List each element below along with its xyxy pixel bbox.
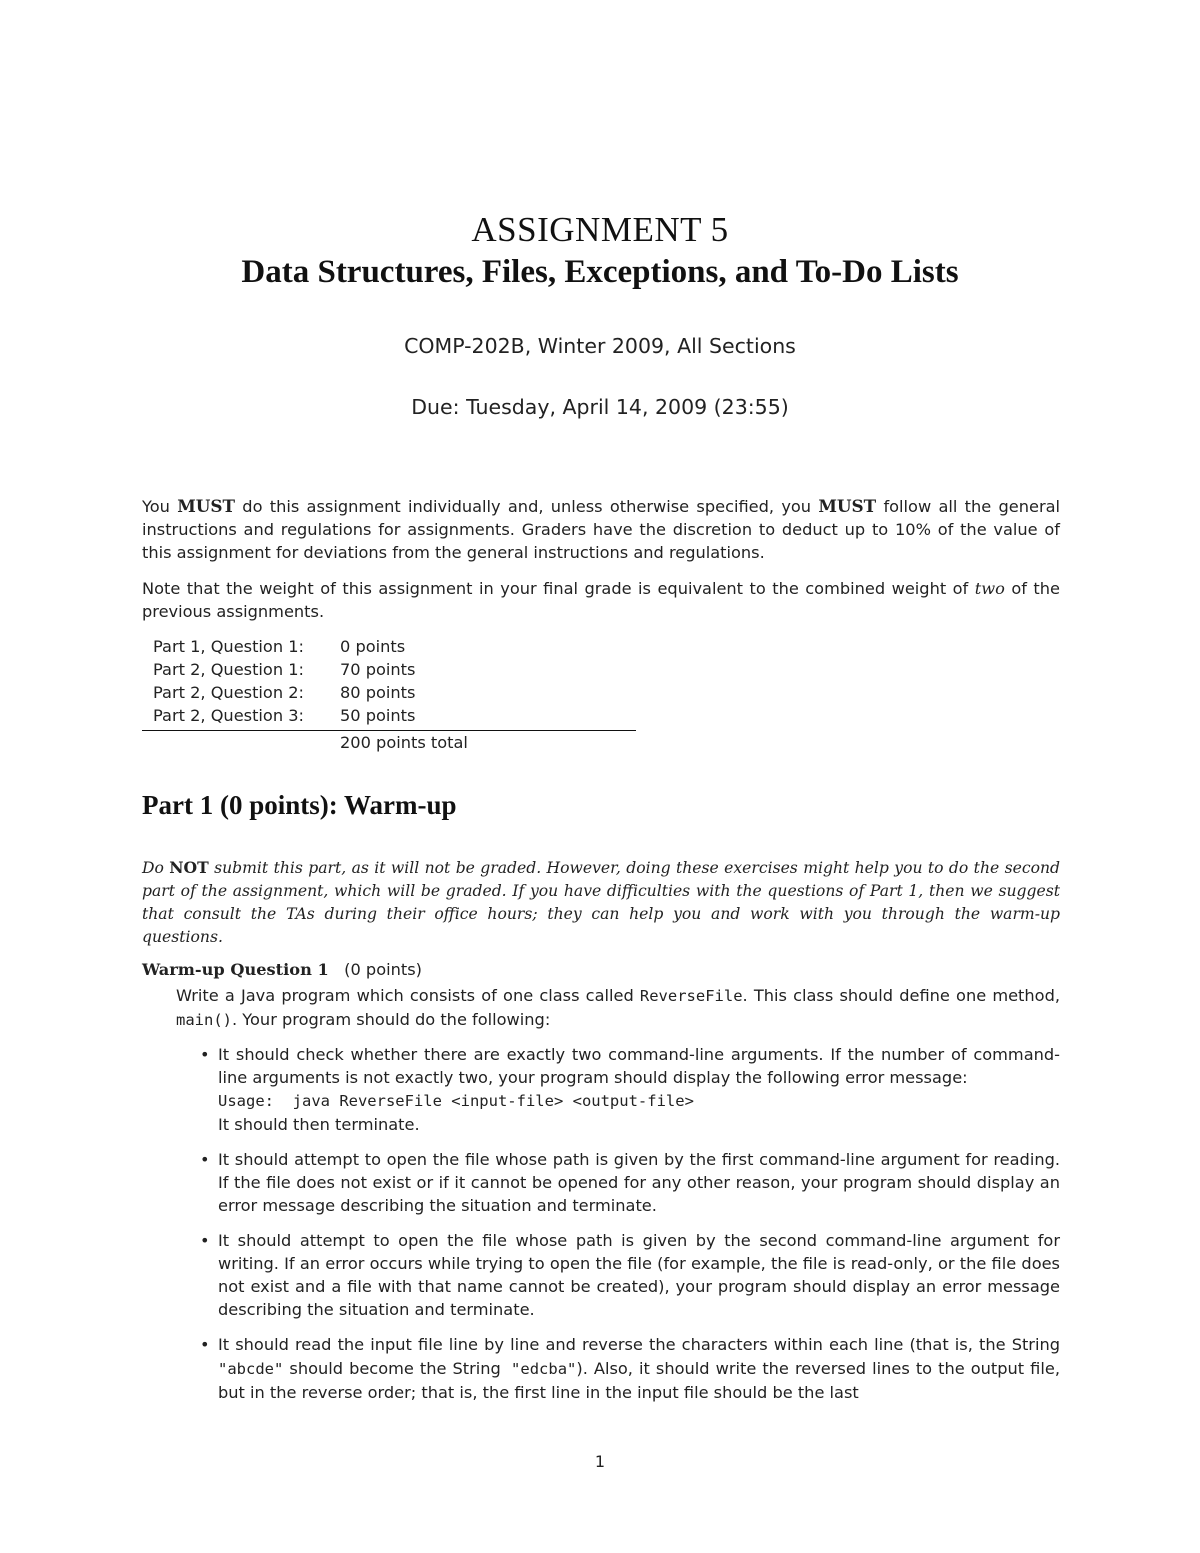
list-item (176, 1229, 1060, 1321)
text-run: It should then terminate. (218, 1115, 420, 1134)
code-string: "edcba" (500, 1360, 577, 1378)
emphasis-not: NOT (169, 858, 209, 877)
points-total: 200 points total (340, 733, 468, 752)
table-row (142, 704, 636, 727)
text-run: Do (142, 859, 170, 877)
text-run: String (1011, 1335, 1060, 1354)
due-date: Due: Tuesday, April 14, 2009 (23:55) (411, 395, 789, 419)
text-run: . Your program should do the following: (232, 1010, 551, 1029)
text-run: of the previous assignments. (142, 579, 1060, 621)
question-title: Warm-up Question 1 (142, 960, 329, 979)
course-info: COMP-202B, Winter 2009, All Sections (404, 334, 796, 358)
row-label: Part 2, Question 3: (153, 706, 304, 725)
text-run: ). Also, it should write the reversed lines to the output file, but in the reverse order; that is, the first line in the input file should be the last (218, 1359, 1060, 1402)
points-table (142, 635, 636, 752)
list-item (176, 1148, 1060, 1217)
question-points: (0 points) (344, 960, 422, 979)
text-run: . This class should define one method, (742, 986, 1060, 1005)
text-run: submit this part, as it will not be graded. However, doing these exercises might help you to do the second part of the assignment, which will be graded. If you have difficulties with the questions of Part 1, then we suggest that consult the TAs during their office hours; they can help you and work with you through the warm-up questions. (142, 859, 1060, 946)
text-run: Write a Java program which consists of one class called (176, 986, 640, 1005)
text-run: It should attempt to open the file whose path is given by the second command-line argument for writing. If an error occurs while trying to open the file (for example, the file is read-only, or the file does not exist and a file with that name cannot be created), your program should display an error message describing the situation and terminate. (218, 1231, 1060, 1319)
list-item (176, 1333, 1060, 1404)
table-row (142, 658, 636, 681)
bullet-icon: • (200, 1045, 210, 1064)
list-spacer (176, 1217, 1060, 1229)
page-title: ASSIGNMENT 5 (471, 210, 729, 249)
section-heading-part1 (142, 790, 457, 821)
row-value: 50 points (340, 706, 416, 725)
list-item (176, 1043, 1060, 1136)
text-run: You (142, 497, 178, 516)
page-subtitle: Data Structures, Files, Exceptions, and To-Do Lists (241, 254, 959, 290)
weight-paragraph (142, 577, 1060, 623)
table-row (142, 681, 636, 704)
list-spacer (176, 1321, 1060, 1333)
text-run: should become the (283, 1359, 453, 1378)
code-method-name: main() (176, 1011, 232, 1029)
bullet-icon: • (200, 1231, 210, 1250)
question-intro (176, 984, 1060, 1032)
row-value: 70 points (340, 660, 416, 679)
heading-text: Part 1 (0 points): Warm-up (142, 790, 457, 820)
row-label: Part 2, Question 2: (153, 683, 304, 702)
row-label: Part 2, Question 1: (153, 660, 304, 679)
code-usage: Usage: java ReverseFile <input-file> <output-file> (218, 1092, 694, 1110)
bullet-icon: • (200, 1150, 210, 1169)
code-class-name: ReverseFile (639, 987, 743, 1005)
text-run: It should check whether there are exactly two command-line arguments. If the number of command-line arguments is not exactly two, your program should display the following error message: (218, 1045, 1060, 1087)
row-value: 0 points (340, 637, 406, 656)
page-number: 1 (594, 1452, 606, 1471)
text-run: do this assignment individually and, unless otherwise specified, you (235, 497, 819, 516)
table-row (142, 635, 636, 658)
bullet-icon: • (200, 1335, 210, 1354)
text-run: String (452, 1359, 501, 1378)
emphasis-must: MUST (177, 496, 236, 516)
text-run: Note that the weight of this assignment in your final grade is equivalent to the combined weight of (142, 579, 975, 598)
row-label: Part 1, Question 1: (153, 637, 304, 656)
code-string: "abcde" (218, 1360, 284, 1378)
question-heading (142, 960, 422, 979)
text-run: follow all the general instructions and regulations for assignments. Graders have the discretion to deduct up to 10% of the value of this assignment for deviations from the general instructions and regulations. (142, 497, 1061, 562)
list-spacer (176, 1136, 1060, 1148)
text-run: It should read the input file line by line and reverse the characters within each line (that is, the (218, 1335, 1012, 1354)
text-run: It should attempt to open the file whose path is given by the first command-line argument for reading. If the file does not exist or if it cannot be opened for any other reason, your program should display an error message describing the situation and terminate. (218, 1150, 1060, 1215)
emphasis-two: two (974, 579, 1005, 598)
instructions-paragraph (142, 495, 1060, 564)
warmup-note (142, 856, 1060, 949)
requirements-list (176, 1043, 1060, 1404)
row-value: 80 points (340, 683, 416, 702)
emphasis-must: MUST (818, 496, 877, 516)
